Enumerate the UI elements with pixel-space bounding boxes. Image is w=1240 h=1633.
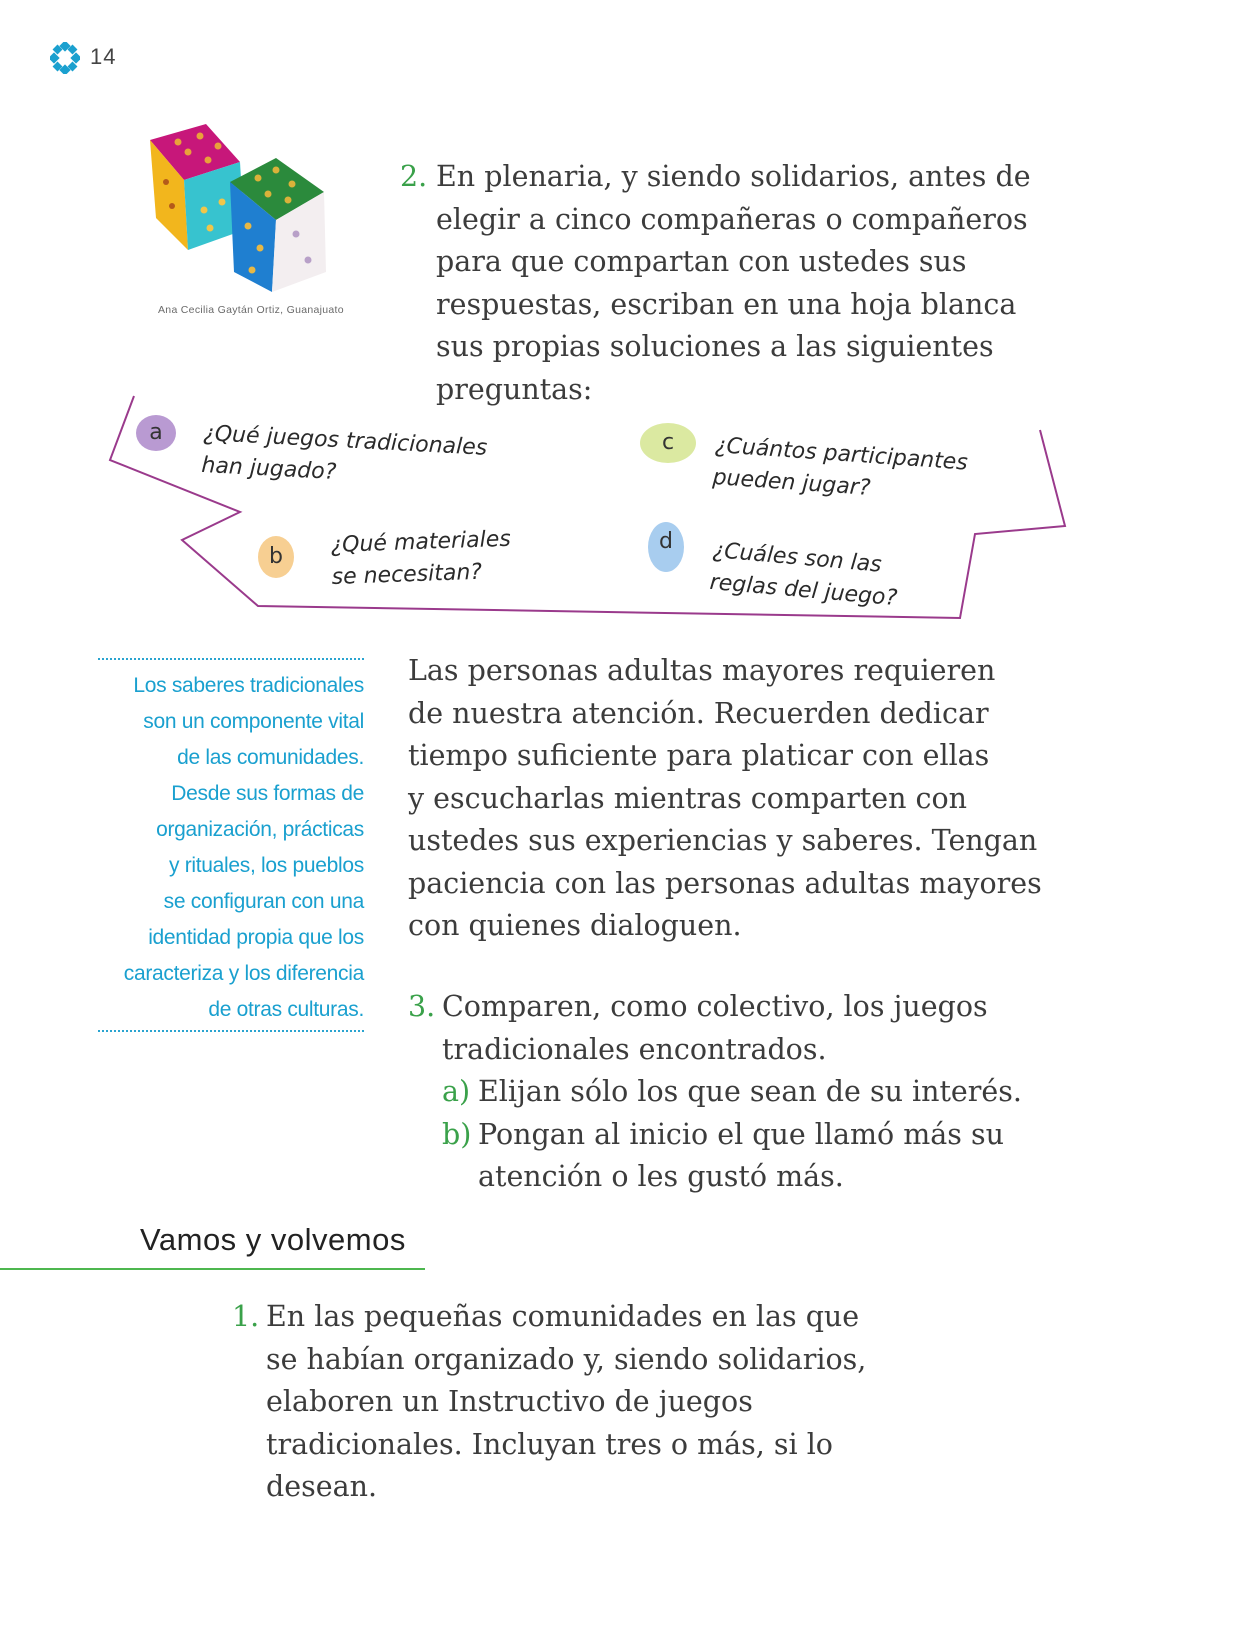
question-b-badge: b xyxy=(258,536,294,578)
note-line: tiempo suficiente para platicar con ellas xyxy=(408,739,990,772)
question-c-line1: ¿Cuántos participantes xyxy=(714,432,969,476)
activity-3 xyxy=(408,986,1098,1199)
activity-2-line: En plenaria, y siendo solidarios, antes de xyxy=(436,160,1031,193)
section-activity-1 xyxy=(232,1296,932,1509)
question-a-badge: a xyxy=(136,415,176,451)
sidebar-line: se configuran con una xyxy=(163,890,364,913)
sidebar-line: Desde sus formas de xyxy=(171,782,364,805)
section-activity-1-line: desean. xyxy=(266,1470,378,1503)
sidebar-rule-top xyxy=(98,658,364,660)
section-activity-1-number: 1. xyxy=(232,1300,260,1333)
activity-3-item-b-label: b) xyxy=(442,1117,472,1151)
sidebar-line: Los saberes tradicionales xyxy=(133,674,364,697)
question-a-line1: ¿Qué juegos tradicionales xyxy=(202,420,488,461)
activity-2-line: sus propias soluciones a las siguientes xyxy=(436,330,994,363)
question-d-badge: d xyxy=(648,522,684,572)
activity-2-number: 2. xyxy=(400,160,428,193)
note-line: con quienes dialoguen. xyxy=(408,909,742,942)
question-d-line2: reglas del juego? xyxy=(708,569,899,612)
section-activity-1-line: se habían organizado y, siendo solidarios, xyxy=(266,1342,867,1376)
sidebar-line: caracteriza y los diferencia xyxy=(123,962,364,985)
activity-3-item-b: Pongan al inicio el que llamó más su xyxy=(478,1117,1004,1151)
question-c-line2: pueden jugar? xyxy=(711,464,872,501)
note-line: de nuestra atención. Recuerden dedicar xyxy=(408,696,989,730)
section-activity-1-line: En las pequeñas comunidades en las que xyxy=(266,1300,860,1333)
activity-3-line: tradicionales encontrados. xyxy=(442,1032,827,1066)
sidebar-rule-bottom xyxy=(98,1030,364,1032)
section-activity-1-line: elaboren un Instructivo de juegos xyxy=(266,1385,753,1418)
activity-2-line: preguntas: xyxy=(436,372,593,406)
question-b xyxy=(330,524,512,594)
question-c-badge: c xyxy=(640,423,696,463)
activity-2-line: para que compartan con ustedes sus xyxy=(436,245,967,278)
activity-3-item-a-label: a) xyxy=(442,1075,471,1108)
section-activity-1-line: tradicionales. Incluyan tres o más, si lo xyxy=(266,1427,833,1461)
elders-note xyxy=(408,650,1098,948)
activity-2-line: elegir a cinco compañeras o compañeros xyxy=(436,202,1028,236)
sidebar-line: organización, prácticas xyxy=(156,818,364,841)
question-b-line2: se necesitan? xyxy=(331,559,483,590)
note-line: Las personas adultas mayores requieren xyxy=(408,654,996,687)
sidebar-line: son un componente vital xyxy=(143,710,364,733)
activity-3-number: 3. xyxy=(408,990,436,1023)
section-title: Vamos y volvemos xyxy=(140,1222,406,1257)
image-credit: Ana Cecilia Gaytán Ortiz, Guanajuato xyxy=(158,304,344,316)
sidebar-note xyxy=(96,668,364,1028)
activity-3-line: Comparen, como colectivo, los juegos xyxy=(442,990,988,1023)
note-line: ustedes sus experiencias y saberes. Tengan xyxy=(408,824,1038,857)
activity-2-line: respuestas, escriban en una hoja blanca xyxy=(436,287,1017,321)
sidebar-line: y rituales, los pueblos xyxy=(168,854,364,877)
question-b-line1: ¿Qué materiales xyxy=(330,526,512,558)
sidebar-line: de otras culturas. xyxy=(208,998,364,1021)
questions-bubble-outline xyxy=(0,0,1240,640)
sidebar-line: de las comunidades. xyxy=(177,746,364,769)
activity-3-item-b-cont: atención o les gustó más. xyxy=(478,1160,844,1193)
page-number: 14 xyxy=(90,44,117,69)
note-line: y escucharlas mientras comparten con xyxy=(408,781,968,815)
activity-3-item-a: Elijan sólo los que sean de su interés. xyxy=(478,1075,1022,1108)
question-a-line2: han jugado? xyxy=(200,452,337,485)
section-rule xyxy=(0,1268,425,1270)
question-d-line1: ¿Cuáles son las xyxy=(711,537,883,578)
note-line: paciencia con las personas adultas mayores xyxy=(408,866,1042,900)
sidebar-line: identidad propia que los xyxy=(148,926,364,949)
